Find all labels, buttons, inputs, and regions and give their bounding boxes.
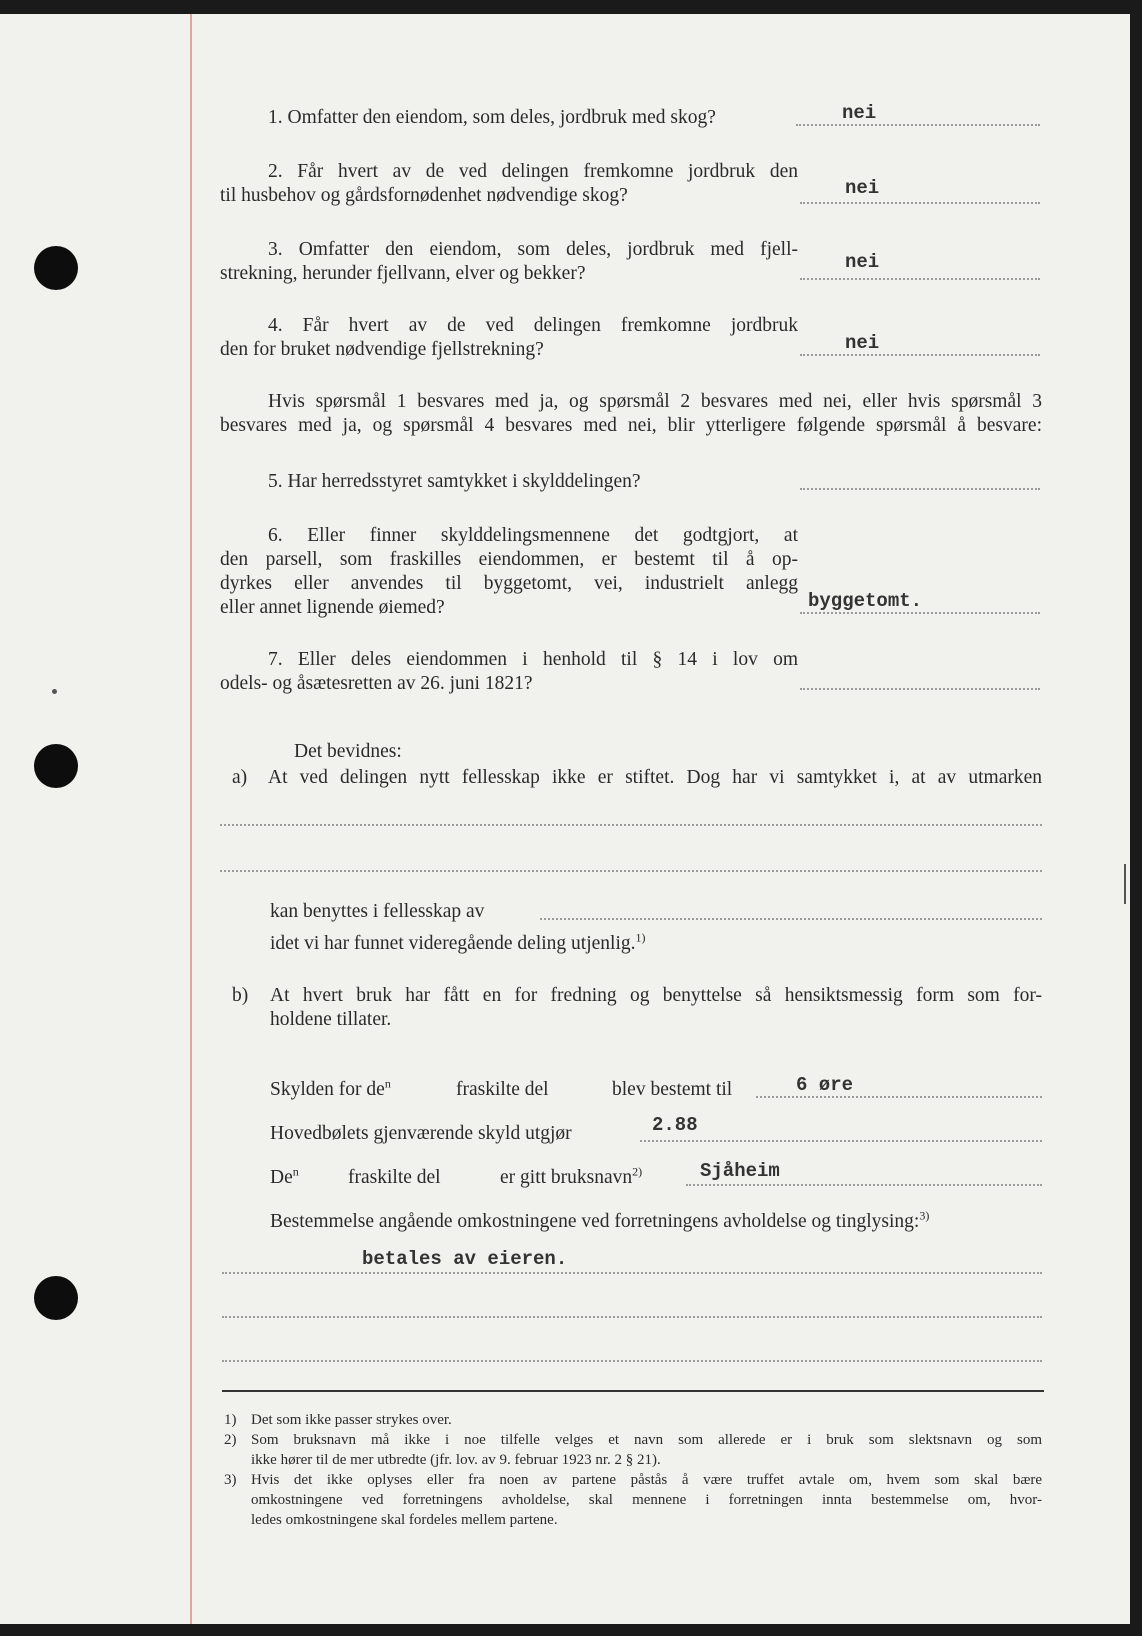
blank-line [222,1360,1042,1362]
costs-line [222,1272,1042,1274]
question-6-line-4: eller annet lignende øiemed? [220,597,445,618]
footnote-2-line-1: Som bruksnavn må ikke i noe tilfelle velges et navn som allerede er i bruk som slektsnavn og som [251,1432,1042,1448]
answer-line-2 [800,202,1040,204]
conditional-note-line-1: Hvis spørsmål 1 besvares med ja, og spørsmål 2 besvares med nei, eller hvis spørsmål 3 [268,391,1042,412]
answer-1: nei [842,102,877,124]
hovedbol-value: 2.88 [652,1114,698,1136]
answer-4: nei [845,332,880,354]
attest-b-line-1: At hvert bruk har fått en for fredning og benyttelse så hensiktsmessig form som for- [270,985,1042,1006]
footnote-3-mark: 3) [224,1472,237,1488]
question-4-line-1: 4. Får hvert av de ved delingen fremkomne jordbruk [268,315,798,336]
blank-line [222,1316,1042,1318]
paper-speck [52,689,57,694]
question-4-line-2: den for bruket nødvendige fjellstrekning? [220,339,544,360]
question-5: 5. Har herredsstyret samtykket i skylddelingen? [268,471,641,492]
costs-label: Bestemmelse angående omkostningene ved forretningens avholdelse og tinglysing:$^{3)}$ [270,1208,930,1232]
answer-2: nei [845,177,880,199]
hovedbol-line [640,1140,1042,1142]
bruksnavn-label-mid: fraskilte del [348,1167,441,1188]
attest-b-label: b) [232,985,249,1006]
question-2-line-1: 2. Får hvert av de ved delingen fremkomne jordbruk den [268,161,798,182]
question-6-line-2: den parsell, som fraskilles eiendommen, er bestemt til å op- [220,549,798,570]
attest-b-line-2: holdene tillater. [270,1009,392,1030]
answer-line-7 [800,688,1040,690]
bruksnavn-value: Sjåheim [700,1160,780,1182]
question-1: 1. Omfatter den eiendom, som deles, jordbruk med skog? [268,107,716,128]
answer-line-5 [800,488,1040,490]
question-7-line-1: 7. Eller deles eiendommen i henhold til § 14 i lov om [268,649,798,670]
margin-line [190,14,192,1624]
skyld-label-mid: fraskilte del [456,1079,549,1100]
skyld-label-start: Skylden for $de^n$ [270,1076,391,1100]
answer-line-1 [796,124,1040,126]
punch-hole [34,246,78,290]
further-division-text: idet vi har funnet videregående deling utjenlig.$^{1)}$ [270,930,646,954]
answer-line-6 [800,612,1040,614]
answer-6: byggetomt. [808,590,923,612]
answer-line-3 [800,278,1040,280]
footnote-rule [222,1390,1044,1392]
footnote-1: Det som ikke passer strykes over. [251,1412,452,1428]
skyld-line [756,1096,1042,1098]
footnote-2-line-2: ikke hører til de mer utbredte (jfr. lov. av 9. februar 1923 nr. 2 § 21). [251,1452,661,1468]
footnote-3-line-3: ledes omkostningene skal fordeles mellem partene. [251,1512,558,1528]
punch-hole [34,744,78,788]
paper-edge-mark [1124,864,1126,904]
bruksnavn-label-end: er gitt bruksnavn$^{2)}$ [500,1164,643,1188]
answer-3: nei [845,251,880,273]
question-6-line-3: dyrkes eller anvendes til byggetomt, vei, industrielt anlegg [220,573,798,594]
conditional-note-line-2: besvares med ja, og spørsmål 4 besvares med nei, blir ytterligere følgende spørsmål å besvare: [220,415,1042,436]
footnote-3-line-1: Hvis det ikke oplyses eller fra noen av partene påstås å være truffet avtale om, hvem som skal bære [251,1472,1042,1488]
blank-line [220,824,1042,826]
question-2-line-2: til husbehov og gårdsfornødenhet nødvendige skog? [220,185,628,206]
question-3-line-1: 3. Omfatter den eiendom, som deles, jordbruk med fjell- [268,239,798,260]
footnote-2-mark: 2) [224,1432,237,1448]
bruksnavn-line [686,1184,1042,1186]
skyld-label-end: blev bestemt til [612,1079,733,1100]
shared-use-label: kan benyttes i fellesskap av [270,901,485,922]
footnote-3-line-2: omkostningene ved forretningens avholdelse, skal mennene i forretningen innta bestemmelse om, hvor- [251,1492,1042,1508]
attest-a-label: a) [232,767,248,788]
form-page [0,14,1130,1624]
question-7-line-2: odels- og åsætesretten av 26. juni 1821? [220,673,533,694]
footnote-1-mark: 1) [224,1412,237,1428]
question-6-line-1: 6. Eller finner skylddelingsmennene det godtgjort, at [268,525,798,546]
question-3-line-2: strekning, herunder fjellvann, elver og bekker? [220,263,586,284]
shared-use-line [540,918,1042,920]
skyld-value: 6 øre [796,1074,854,1096]
attest-heading: Det bevidnes: [294,741,402,762]
bruksnavn-label-start: De$^n$ [270,1164,299,1188]
answer-line-4 [800,354,1040,356]
costs-value: betales av eieren. [362,1248,568,1270]
attest-a-text: At ved delingen nytt fellesskap ikke er stiftet. Dog har vi samtykket i, at av utmarken [268,767,1042,788]
punch-hole [34,1276,78,1320]
hovedbol-label: Hovedbølets gjenværende skyld utgjør [270,1123,572,1144]
blank-line [220,870,1042,872]
